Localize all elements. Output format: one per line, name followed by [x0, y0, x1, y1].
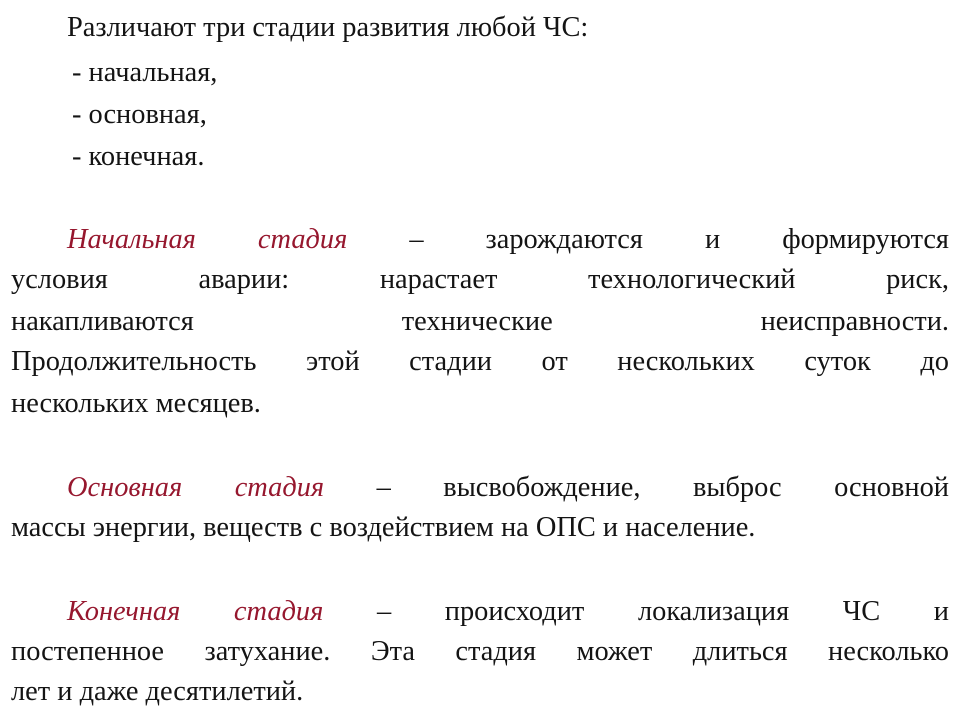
paragraph-line: нескольких месяцев.: [11, 388, 261, 419]
stage-list-item: - конечная.: [72, 141, 205, 172]
paragraph-line: лет и даже десятилетий.: [11, 676, 304, 707]
stage-list-item: - основная,: [72, 99, 207, 130]
paragraph-line: условия аварии: нарастает технологический риск,: [11, 264, 949, 295]
main-stage-term: Основная стадия: [67, 472, 325, 503]
paragraph-line: [67, 598, 949, 626]
paragraph-line: массы энергии, веществ с воздействием на ОПС и население.: [11, 512, 756, 543]
paragraph-text: – зарождаются и формируются: [347, 224, 949, 255]
paragraph-line: [67, 474, 949, 502]
stage-list-item: - начальная,: [72, 57, 218, 88]
paragraph-line: накапливаются технические неисправности.: [11, 306, 949, 337]
paragraph-line: Продолжительность этой стадии от нескольких суток до: [11, 346, 949, 377]
paragraph-text: – высвобождение, выброс основной: [324, 472, 949, 503]
initial-stage-term: Начальная стадия: [67, 224, 348, 255]
intro-text: Различают три стадии развития любой ЧС:: [67, 12, 589, 43]
final-stage-term: Конечная стадия: [67, 596, 324, 627]
paragraph-line: постепенное затухание. Эта стадия может длиться несколько: [11, 636, 949, 667]
paragraph-text: – происходит локализация ЧС и: [323, 596, 949, 627]
paragraph-line: [67, 226, 949, 254]
